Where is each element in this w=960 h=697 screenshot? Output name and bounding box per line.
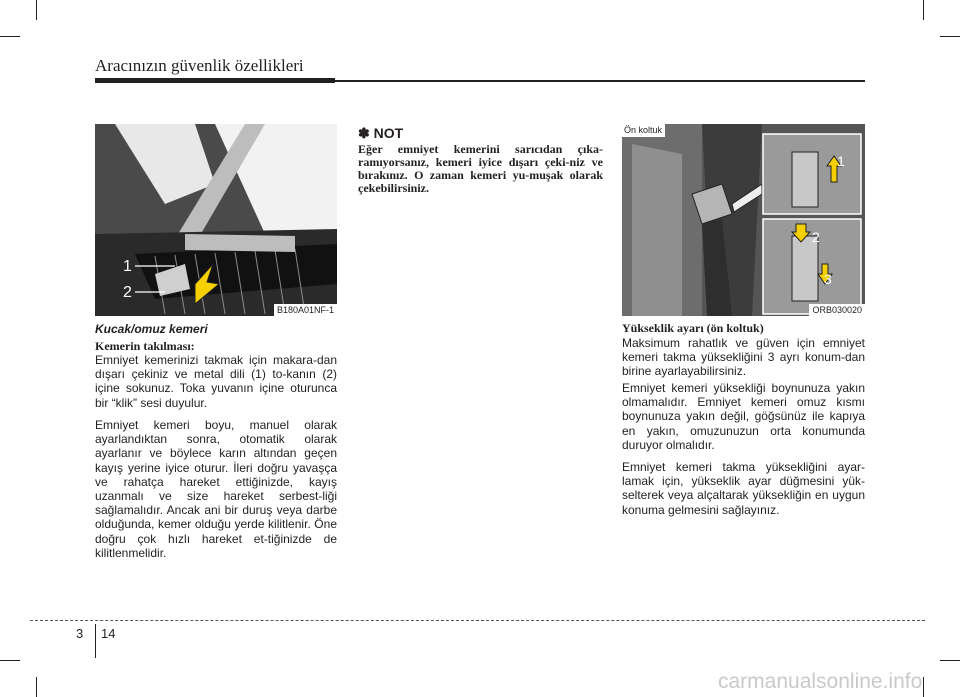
note-icon: ✽	[358, 125, 370, 141]
subheading-height: Yükseklik ayarı (ön koltuk)	[622, 321, 764, 335]
crop-mark	[940, 36, 960, 37]
crop-mark	[0, 660, 20, 661]
figure-caption: Kucak/omuz kemeri	[95, 322, 208, 336]
crop-mark	[0, 36, 20, 37]
paragraph: Emniyet kemeri takma yüksekliğini ayar-lamak için, yükseklik ayar düğmesini yük-selterek veya alçaltarak yüksekliğin en uygun konuma gelmesini sağlayınız.	[622, 460, 865, 517]
height-adjuster-drawing	[622, 124, 865, 316]
callout-2: 2	[812, 229, 820, 245]
height-adjuster-illustration	[622, 124, 865, 316]
seatbelt-drawing	[95, 124, 337, 316]
figure-code: ORB030020	[809, 304, 865, 316]
subheading-fastening: Kemerin takılması:	[95, 339, 195, 353]
paragraph: Emniyet kemerinizi takmak için makara-dan dışarı çekiniz ve metal dili (1) to-kanın (2) içine sokunuz. Toka yuvanın içine oturunca bir “klik” sesi duyulur.	[95, 353, 337, 410]
callout-2: 2	[123, 284, 132, 301]
section-title: Aracınızın güvenlik özellikleri	[95, 56, 304, 75]
footer-rule	[30, 620, 925, 621]
crop-mark	[923, 677, 924, 697]
crop-mark	[940, 660, 960, 661]
page-divider	[95, 624, 96, 658]
page-number: 14	[101, 626, 116, 641]
chapter-number: 3	[76, 626, 84, 641]
crop-mark	[36, 0, 37, 20]
figure-code: B180A01NF-1	[274, 304, 337, 316]
crop-mark	[36, 677, 37, 697]
callout-3: 3	[824, 271, 832, 287]
watermark: carmanualsonline.info	[718, 670, 923, 693]
callout-1: 1	[123, 258, 132, 275]
paragraph: Emniyet kemeri boyu, manuel olarak ayarlandıktan sonra, otomatik olarak ayarlanır ve böylece karın altından geçen kayış yerine iyice oturur. İleri doğru yavaşça ve rahatça hareket ettiğinizde, kayış uzanmalı ve size hareket serbest-liği sağlamalıdır. Ancak ani bir duruş veya darbe olduğunda, kemer olduğu yerde kilitlenir. Öne doğru çok hızlı hareket et-tiğinizde de kilitlenmelidir.	[95, 418, 337, 560]
note-title: NOT	[373, 125, 404, 141]
note-heading	[358, 125, 403, 142]
note-body: Eğer emniyet kemerini sarıcıdan çıka-ramıyorsanız, kemeri iyice dışarı çeki-niz ve bırakınız. O zaman kemeri yu-muşak olarak çekebilirsiniz.	[358, 142, 603, 195]
paragraph: Maksimum rahatlık ve güven için emniyet kemeri takma yüksekliğini 3 ayrı konum-dan birine ayarlayabilirsiniz.	[622, 336, 865, 379]
header-rule	[95, 80, 865, 82]
figure-label: Ön koltuk	[622, 124, 665, 137]
seatbelt-fastening-illustration	[95, 124, 337, 316]
crop-mark	[923, 0, 924, 20]
paragraph: Emniyet kemeri yüksekliği boynunuza yakın olmamalıdır. Emniyet kemeri omuz kısmı boynunuza yakın değil, göğsünüz ile kapıya en yakın, omuzunuzun orta konumunda duruyor olmalıdır.	[622, 381, 865, 452]
callout-1: 1	[837, 153, 845, 169]
